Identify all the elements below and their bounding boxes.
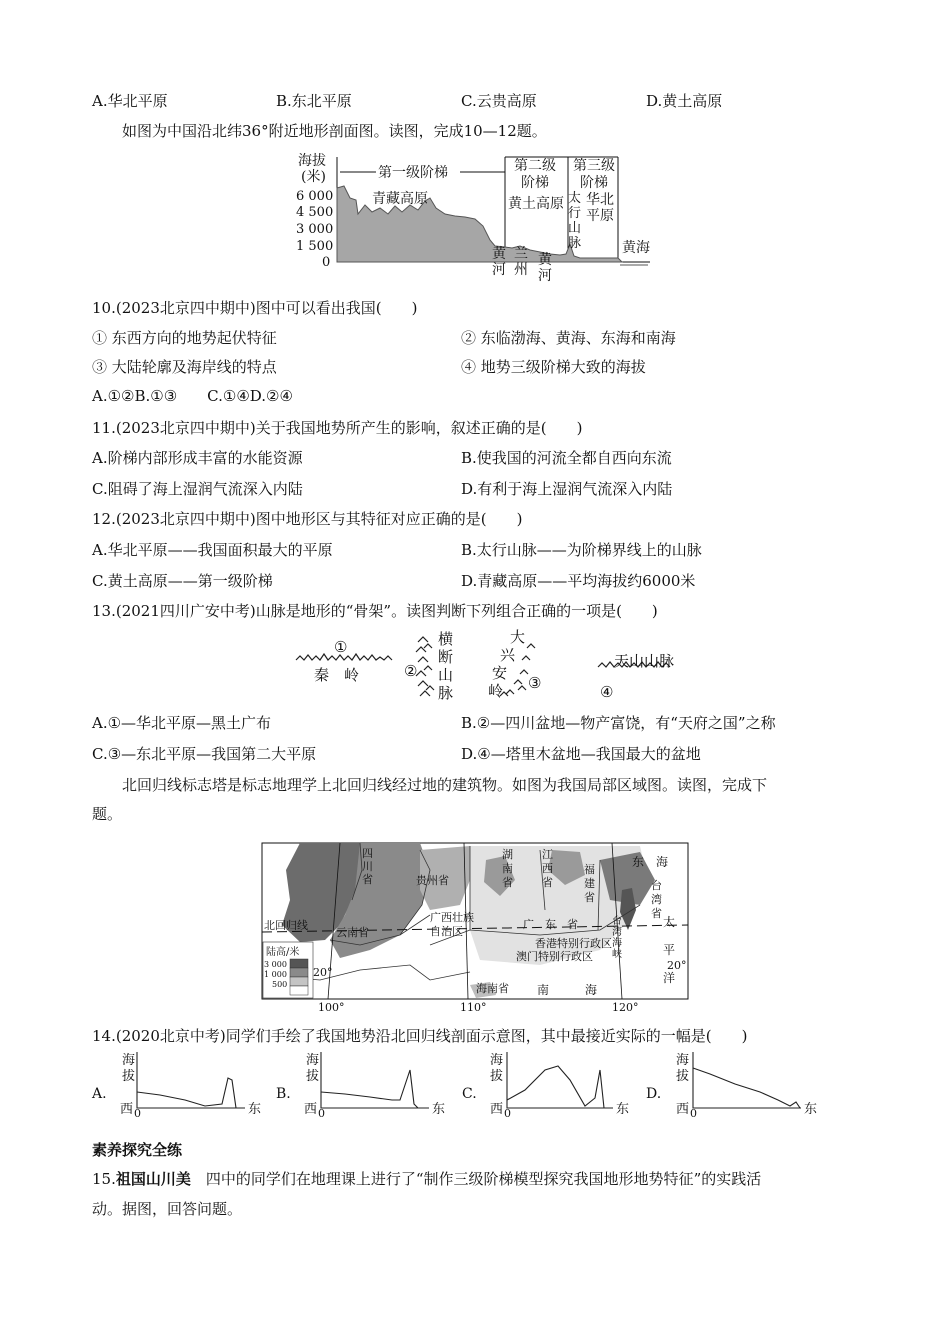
intro-10-12: 如图为中国沿北纬36°附近地形剖面图。读图，完成10—12题。 — [122, 122, 547, 140]
q15-line1 — [92, 1169, 761, 1189]
q9-option-d: D.黄土高原 — [646, 92, 723, 110]
q9-option-a: A.华北平原 — [92, 92, 168, 110]
svg-text:山: 山 — [438, 666, 454, 684]
svg-text:安: 安 — [492, 664, 508, 682]
svg-text:拔: 拔 — [490, 1069, 504, 1084]
q10-item-1: ① 东西方向的地势起伏特征 — [92, 329, 277, 347]
q14-label-d: D. — [646, 1086, 662, 1102]
svg-text:东: 东 — [804, 1102, 818, 1117]
profile-tick: 6 000 — [296, 189, 334, 204]
svg-text:拔: 拔 — [676, 1069, 690, 1084]
q10-item-2: ② 东临渤海、黄海、东海和南海 — [461, 329, 676, 347]
profile-tick: 3 000 — [296, 222, 334, 237]
q11-option-a: A.阶梯内部形成丰富的水能资源 — [92, 449, 303, 467]
svg-text:州: 州 — [514, 262, 528, 278]
svg-text:河: 河 — [538, 268, 552, 284]
svg-text:海: 海 — [122, 1053, 136, 1068]
q13-option-a: A.①—华北平原—黑土广布 — [92, 714, 272, 732]
svg-text:湾: 湾 — [651, 893, 662, 906]
q14-label-a: A. — [92, 1086, 107, 1102]
svg-text:西: 西 — [304, 1102, 318, 1117]
svg-text:南: 南 — [502, 862, 513, 875]
svg-text:山: 山 — [568, 221, 582, 236]
map-east-sea: 东 海 — [632, 855, 669, 869]
m1-num: ① — [334, 638, 348, 656]
q13-option-d: D.④—塔里木盆地—我国最大的盆地 — [461, 745, 701, 763]
map-guangxi-line2: 自治区 — [430, 925, 463, 938]
q11-option-c: C.阻碍了海上湿润气流深入内陆 — [92, 480, 303, 498]
map-taiwan: 台 — [651, 879, 662, 892]
svg-text:河: 河 — [492, 262, 506, 278]
profile-taihang: 太 — [568, 191, 582, 206]
svg-text:海: 海 — [306, 1053, 320, 1068]
svg-text:东: 东 — [248, 1102, 262, 1117]
section-title: 素养探究全练 — [92, 1141, 183, 1159]
profile-y-unit: (米) — [301, 169, 326, 185]
svg-text:0: 0 — [134, 1107, 141, 1120]
map-south-sea: 南 海 — [537, 983, 598, 997]
map-lat20b: 20° — [667, 959, 687, 972]
m2-name: 横 — [438, 630, 454, 648]
q13-stem: 13.(2021四川广安中考)山脉是地形的“骨架”。读图判断下列组合正确的一项是( ) — [92, 602, 658, 620]
profile-huabei-line1: 华北 — [586, 192, 614, 208]
svg-text:省: 省 — [362, 873, 373, 886]
svg-text:省: 省 — [584, 891, 595, 904]
profile-huanghai: 黄海 — [622, 240, 650, 256]
svg-text:川: 川 — [362, 860, 373, 873]
q11-option-d: D.有利于海上湿润气流深入内陆 — [461, 480, 673, 498]
svg-text:0: 0 — [318, 1107, 325, 1120]
profile-step3-line1: 第三级 — [573, 158, 615, 174]
svg-text:峡: 峡 — [612, 949, 622, 960]
q15-num: 15. — [92, 1170, 116, 1188]
q11-option-b: B.使我国的河流全都自西向东流 — [461, 449, 672, 467]
legend-value: 1 000 — [264, 970, 287, 979]
map-guizhou: 贵州省 — [416, 874, 449, 887]
intro-14-line1: 北回归线标志塔是标志地理学上北回归线经过地的建筑物。如图为我国局部区域图。读图，完成下 — [122, 776, 768, 794]
q10-item-4: ④ 地势三级阶梯大致的海拔 — [461, 358, 646, 376]
svg-text:拔: 拔 — [306, 1069, 320, 1084]
m3-num: ③ — [528, 674, 542, 692]
svg-text:脉: 脉 — [438, 684, 454, 702]
map-hainan: 海南省 — [476, 982, 509, 995]
legend-title: 陆高/米 — [266, 947, 300, 958]
q11-stem: 11.(2023北京四中期中)关于我国地势所产生的影响，叙述正确的是( ) — [92, 419, 583, 437]
svg-text:东: 东 — [616, 1102, 630, 1117]
profile-step2-line2: 阶梯 — [521, 175, 549, 191]
q15-tag: 祖国山川美 — [115, 1170, 191, 1188]
profile-tick: 4 500 — [296, 205, 334, 220]
svg-text:岭: 岭 — [488, 682, 504, 700]
svg-text:海: 海 — [490, 1053, 504, 1068]
svg-text:湾: 湾 — [612, 927, 622, 938]
svg-text:省: 省 — [502, 876, 513, 889]
m1-name: 秦 岭 — [314, 666, 360, 684]
q13-option-b: B.②—四川盆地—物产富饶，有“天府之国”之称 — [461, 714, 776, 732]
profile-step2-line1: 第二级 — [514, 158, 556, 174]
profile-step1-label: 第一级阶梯 — [378, 165, 448, 181]
profile-step3-line2: 阶梯 — [580, 175, 608, 191]
svg-text:东: 东 — [432, 1102, 446, 1117]
map-sichuan: 四 — [362, 847, 373, 860]
map-hk: 香港特别行政区 — [535, 937, 612, 950]
svg-text:海: 海 — [676, 1053, 690, 1068]
q10-item-3: ③ 大陆轮廓及海岸线的特点 — [92, 358, 277, 376]
svg-text:省: 省 — [542, 876, 553, 889]
svg-text:0: 0 — [690, 1107, 697, 1120]
profile-y-title: 海拔 — [298, 153, 326, 169]
q15-line2: 动。据图，回答问题。 — [92, 1200, 243, 1218]
profile-huanghe1: 黄 — [492, 246, 506, 262]
profile-huabei-line2: 平原 — [586, 208, 614, 224]
map-lon120: 120° — [612, 1001, 639, 1014]
svg-text:西: 西 — [676, 1102, 690, 1117]
svg-text:脉: 脉 — [568, 236, 582, 251]
profile-lanzhou: 兰 — [514, 246, 528, 262]
q12-option-c: C.黄土高原——第一级阶梯 — [92, 572, 273, 590]
q9-option-b: B.东北平原 — [276, 92, 352, 110]
map-macau: 澳门特别行政区 — [516, 950, 593, 963]
q15-text: 四中的同学们在地理课上进行了“制作三级阶梯模型探究我国地形地势特征”的实践活 — [205, 1170, 762, 1188]
q12-option-a: A.华北平原——我国面积最大的平原 — [92, 541, 333, 559]
q10-options: A.①②B.①③ C.①④D.②④ — [92, 387, 293, 405]
svg-text:行: 行 — [568, 206, 582, 221]
q10-stem: 10.(2023北京四中期中)图中可以看出我国( ) — [92, 299, 418, 317]
q14-label-b: B. — [276, 1086, 291, 1102]
legend-value: 3 000 — [264, 960, 287, 969]
svg-text:拔: 拔 — [122, 1069, 136, 1084]
q14-label-c: C. — [462, 1086, 477, 1102]
profile-tick: 1 500 — [296, 239, 334, 254]
m4-name: 天山山脉 — [614, 652, 675, 670]
svg-text:西: 西 — [120, 1102, 134, 1117]
q12-stem: 12.(2023北京四中期中)图中地形区与其特征对应正确的是( ) — [92, 510, 523, 528]
svg-text:兴: 兴 — [500, 646, 516, 664]
m4-num: ④ — [600, 683, 614, 701]
intro-14-line2: 题。 — [92, 805, 123, 823]
m2-num: ② — [404, 662, 418, 680]
profile-huanghe2: 黄 — [538, 252, 552, 268]
q12-option-b: B.太行山脉——为阶梯界线上的山脉 — [461, 541, 702, 559]
map-lon110: 110° — [460, 1001, 487, 1014]
legend-value: 500 — [272, 980, 288, 989]
map-strait: 台 — [612, 916, 622, 927]
svg-text:0: 0 — [504, 1107, 511, 1120]
q14-stem: 14.(2020北京中考)同学们手绘了我国地势沿北回归线剖面示意图，其中最接近实际的一幅是( ) — [92, 1027, 748, 1045]
map-guangxi-line1: 广西壮族 — [430, 911, 474, 924]
q12-option-d: D.青藏高原——平均海拔约6000米 — [461, 572, 696, 590]
map-lon100: 100° — [318, 1001, 345, 1014]
map-guangdong: 广 东 省 — [523, 918, 578, 931]
map-lat20a: 20° — [313, 966, 333, 979]
q9-option-c: C.云贵高原 — [461, 92, 537, 110]
map-tropic: 北回归线 — [264, 919, 308, 932]
map-pacific: 太 — [663, 915, 676, 929]
m3-name: 大 — [510, 628, 526, 646]
map-fujian: 福 — [584, 863, 595, 876]
svg-text:建: 建 — [584, 877, 595, 890]
svg-text:西: 西 — [542, 862, 553, 875]
svg-text:省: 省 — [651, 907, 662, 920]
profile-tick: 0 — [322, 255, 331, 270]
svg-text:海: 海 — [612, 938, 622, 949]
profile-huangtu: 黄土高原 — [508, 196, 564, 212]
profile-qingzang: 青藏高原 — [372, 191, 428, 207]
svg-text:洋: 洋 — [663, 971, 676, 985]
map-yunnan: 云南省 — [336, 926, 369, 939]
svg-text:平: 平 — [663, 943, 676, 957]
svg-text:断: 断 — [438, 648, 454, 666]
map-hunan: 湖 — [502, 848, 513, 861]
map-jiangxi: 江 — [542, 848, 553, 861]
svg-text:西: 西 — [490, 1102, 504, 1117]
q13-option-c: C.③—东北平原—我国第二大平原 — [92, 745, 317, 763]
